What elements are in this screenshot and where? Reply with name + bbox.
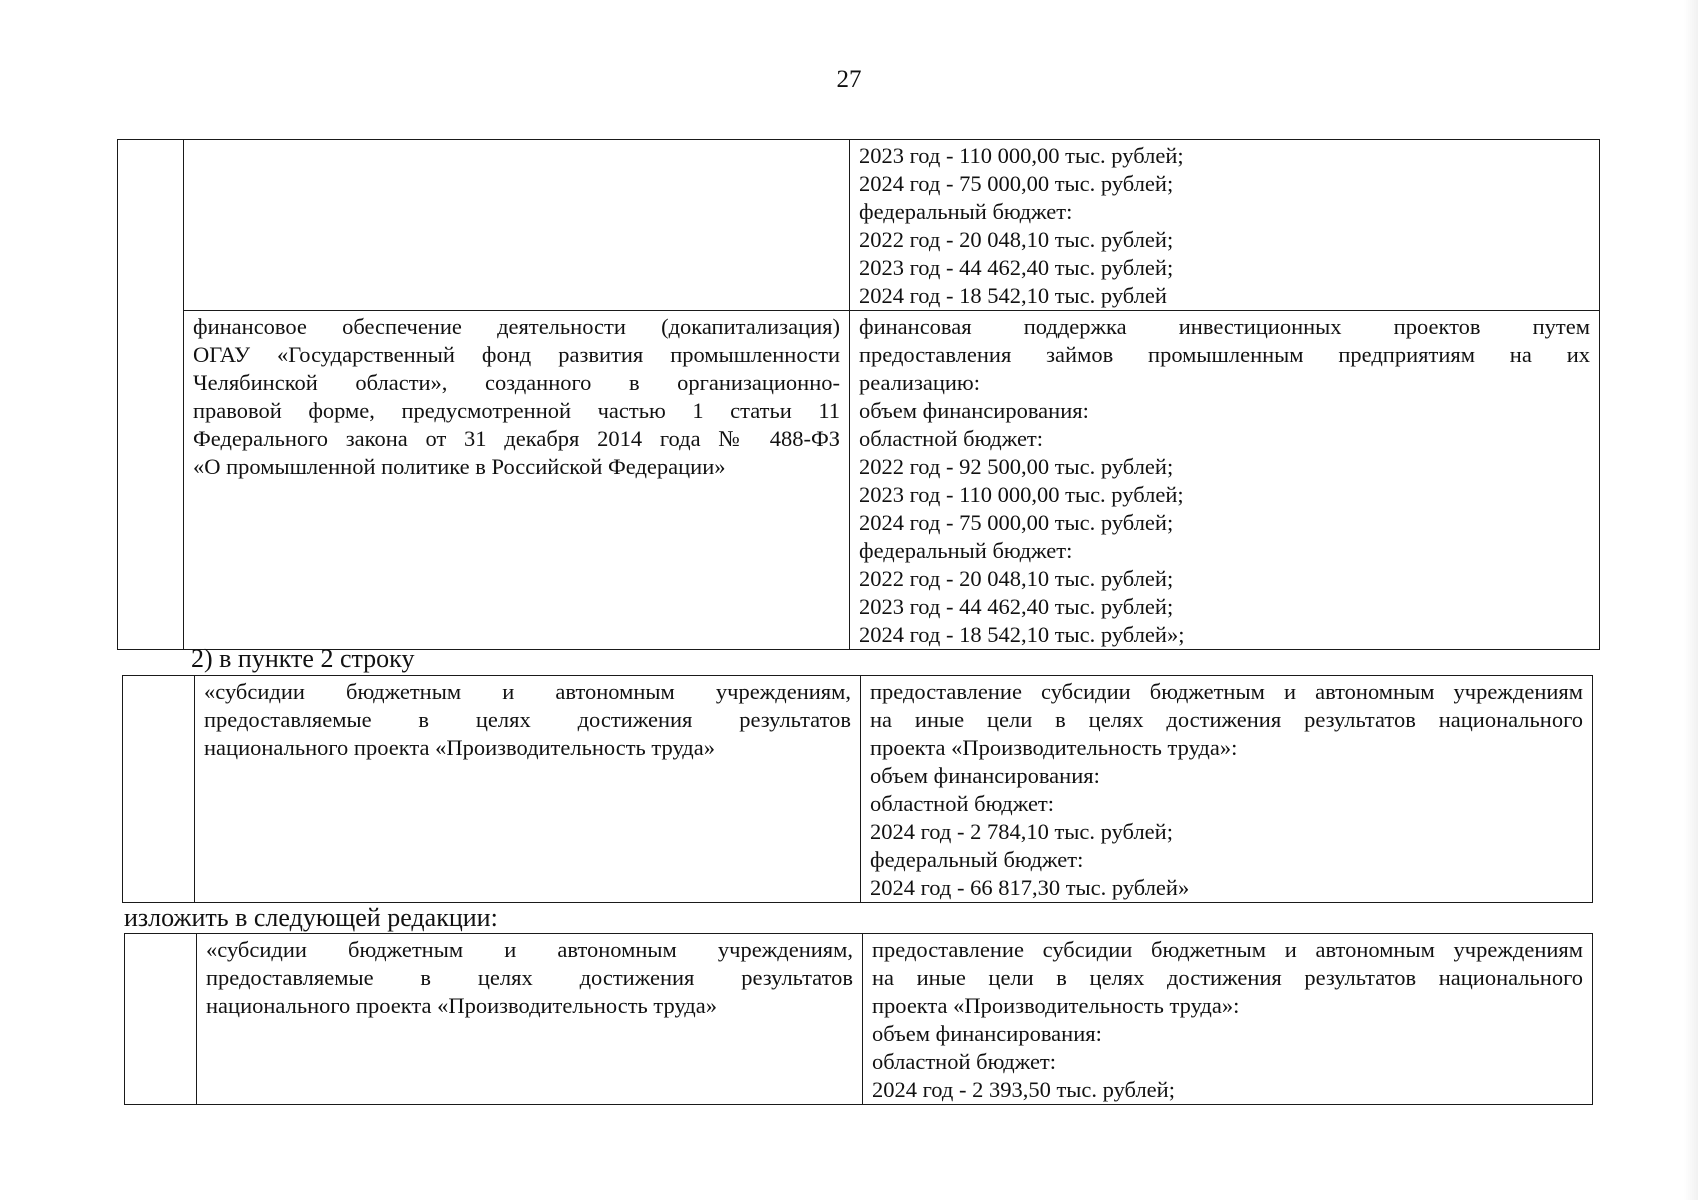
page-number: 27 xyxy=(836,66,862,93)
text-line: 2024 год - 75 000,00 тыс. рублей; xyxy=(859,510,1174,535)
text-line: на иные цели в целях достижения результатов национального xyxy=(872,965,1583,990)
text-line: Челябинской области», созданного в организационно- xyxy=(193,370,840,395)
text-line: федеральный бюджет: xyxy=(870,847,1084,872)
text-line: 2023 год - 110 000,00 тыс. рублей; xyxy=(859,482,1184,507)
text-line: финансовое обеспечение деятельности (докапитализация) xyxy=(193,314,840,339)
left-cell xyxy=(197,934,863,1105)
text-line: федеральный бюджет: xyxy=(859,538,1073,563)
text-line: «О промышленной политике в Российской Федерации» xyxy=(193,454,726,479)
text-line: предоставление субсидии бюджетным и автономным учреждениям xyxy=(870,679,1583,704)
text-line: 2023 год - 44 462,40 тыс. рублей; xyxy=(859,255,1174,280)
text-line: «субсидии бюджетным и автономным учреждениям, xyxy=(206,937,853,962)
left-cell xyxy=(184,140,850,311)
text-line: предоставляемые в целях достижения результатов xyxy=(206,965,853,990)
right-cell xyxy=(850,140,1600,311)
text-line: 2022 год - 20 048,10 тыс. рублей; xyxy=(859,227,1174,252)
text-line: национального проекта «Производительность труда» xyxy=(204,735,715,760)
right-cell xyxy=(863,934,1593,1105)
text-line: 2023 год - 110 000,00 тыс. рублей; xyxy=(859,143,1184,168)
left-cell xyxy=(195,676,861,903)
text-line: предоставление субсидии бюджетным и автономным учреждениям xyxy=(872,937,1583,962)
text-line: объем финансирования: xyxy=(859,398,1089,423)
text-line: предоставляемые в целях достижения результатов xyxy=(204,707,851,732)
section-heading: 2) в пункте 2 строку xyxy=(191,644,415,673)
section-heading: изложить в следующей редакции: xyxy=(124,903,498,932)
text-line: 2024 год - 75 000,00 тыс. рублей; xyxy=(859,171,1174,196)
text-line: областной бюджет: xyxy=(859,426,1044,451)
text-line: на иные цели в целях достижения результатов национального xyxy=(870,707,1583,732)
row-number-cell xyxy=(123,676,195,903)
text-line: финансовая поддержка инвестиционных проектов путем xyxy=(859,314,1590,339)
row-number-cell xyxy=(125,934,197,1105)
right-cell xyxy=(861,676,1593,903)
text-line: 2024 год - 2 393,50 тыс. рублей; xyxy=(872,1077,1175,1102)
table-row xyxy=(118,311,1600,650)
text-line: предоставления займов промышленным предприятиям на их xyxy=(859,342,1590,367)
text-line: 2022 год - 20 048,10 тыс. рублей; xyxy=(859,566,1174,591)
text-line: областной бюджет: xyxy=(870,791,1055,816)
left-cell xyxy=(184,311,850,650)
text-line: 2024 год - 18 542,10 тыс. рублей xyxy=(859,283,1167,308)
text-line: правовой форме, предусмотренной частью 1 статьи 11 xyxy=(193,398,840,423)
right-cell xyxy=(850,311,1600,650)
text-line: 2024 год - 18 542,10 тыс. рублей»; xyxy=(859,622,1185,647)
text-line: национального проекта «Производительность труда» xyxy=(206,993,717,1018)
table-current-row xyxy=(122,675,1593,903)
table-new-row xyxy=(124,933,1593,1105)
row-number-cell xyxy=(118,140,184,650)
table-row xyxy=(118,140,1600,311)
scan-edge-shadow xyxy=(1684,0,1698,1200)
text-line: 2022 год - 92 500,00 тыс. рублей; xyxy=(859,454,1174,479)
text-line: областной бюджет: xyxy=(872,1049,1057,1074)
table-continuation xyxy=(117,139,1600,650)
text-line: 2024 год - 66 817,30 тыс. рублей» xyxy=(870,875,1190,900)
text-line: федеральный бюджет: xyxy=(859,199,1073,224)
text-line: проекта «Производительность труда»: xyxy=(872,993,1240,1018)
text-line: реализацию: xyxy=(859,370,980,395)
text-line: объем финансирования: xyxy=(872,1021,1102,1046)
text-line: 2023 год - 44 462,40 тыс. рублей; xyxy=(859,594,1174,619)
text-line: ОГАУ «Государственный фонд развития промышленности xyxy=(193,342,840,367)
text-line: Федерального закона от 31 декабря 2014 года № 488-ФЗ xyxy=(193,426,840,451)
table-row xyxy=(125,934,1593,1105)
text-line: объем финансирования: xyxy=(870,763,1100,788)
text-line: 2024 год - 2 784,10 тыс. рублей; xyxy=(870,819,1173,844)
text-line: проекта «Производительность труда»: xyxy=(870,735,1238,760)
table-row xyxy=(123,676,1593,903)
text-line: «субсидии бюджетным и автономным учреждениям, xyxy=(204,679,851,704)
